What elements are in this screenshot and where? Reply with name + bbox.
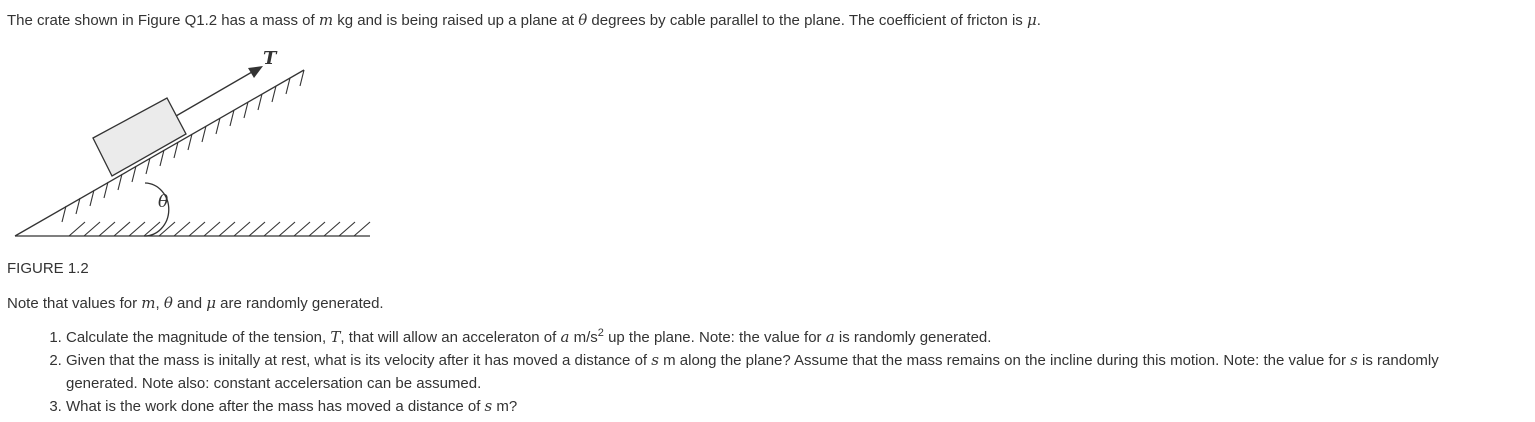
incline-diagram: [0, 40, 400, 250]
intro-text-1: The crate shown in Figure Q1.2 has a mass of: [7, 12, 319, 29]
intro-text-2: kg and is being raised up a plane at: [333, 12, 579, 29]
q2-distance-symbol: s: [651, 351, 659, 369]
tension-label: T: [263, 48, 277, 69]
q1-text-5: is randomly generated.: [834, 329, 992, 346]
friction-symbol: μ: [1026, 11, 1037, 29]
q1-text-1: Calculate the magnitude of the tension,: [66, 329, 331, 346]
q1-text-4: up the plane. Note: the value for: [603, 329, 826, 346]
figure-caption: FIGURE 1.2: [7, 260, 89, 277]
question-3: [66, 395, 1526, 418]
q3-text-2: m?: [492, 398, 518, 415]
intro-paragraph: [7, 10, 1041, 31]
q1-accel-symbol-2: a: [825, 328, 835, 346]
note-text-2: and: [172, 295, 207, 312]
q1-unit: m/s: [569, 329, 598, 346]
q2-text-2: m along the plane? Assume that the mass remains on the incline during this motion. Note: the value for: [658, 352, 1351, 369]
q2-text-1: Given that the mass is initally at rest, what is its velocity after it has moved a distance of: [66, 352, 652, 369]
note-text-1: Note that values for: [7, 295, 142, 312]
angle-label: θ: [158, 192, 169, 212]
q1-accel-symbol: a: [560, 328, 570, 346]
incline-figure: [0, 40, 400, 250]
note-mass-symbol: m: [141, 294, 156, 312]
note-angle-symbol: θ: [163, 294, 173, 312]
note-text-3: are randomly generated.: [215, 295, 384, 312]
mass-symbol: m: [318, 11, 334, 29]
q3-distance-symbol: s: [484, 397, 493, 415]
q1-tension-symbol: T: [330, 328, 341, 346]
intro-text-4: .: [1036, 12, 1041, 29]
question-2: [66, 349, 1526, 395]
intro-text-3: degrees by cable parallel to the plane. The coefficient of fricton is: [587, 12, 1027, 29]
question-list: [0, 326, 1526, 418]
q1-text-2: , that will allow an acceleraton of: [340, 329, 561, 346]
note-friction-symbol: μ: [206, 294, 216, 312]
q3-text-1: What is the work done after the mass has moved a distance of: [66, 398, 485, 415]
ground-hatching: [69, 222, 370, 236]
angle-symbol: θ: [578, 11, 588, 29]
note-separator: ,: [155, 295, 164, 312]
q2-distance-symbol-2: s: [1350, 351, 1358, 369]
cable-line: [176, 72, 252, 116]
tension-arrowhead: [248, 66, 263, 78]
q2-text-3: is randomly: [1357, 352, 1439, 369]
note-paragraph: [7, 293, 384, 314]
q2-text-4: generated. Note also: constant accelersation can be assumed.: [66, 375, 482, 392]
question-1: [66, 326, 1526, 349]
q1-exponent: 2: [597, 327, 604, 339]
